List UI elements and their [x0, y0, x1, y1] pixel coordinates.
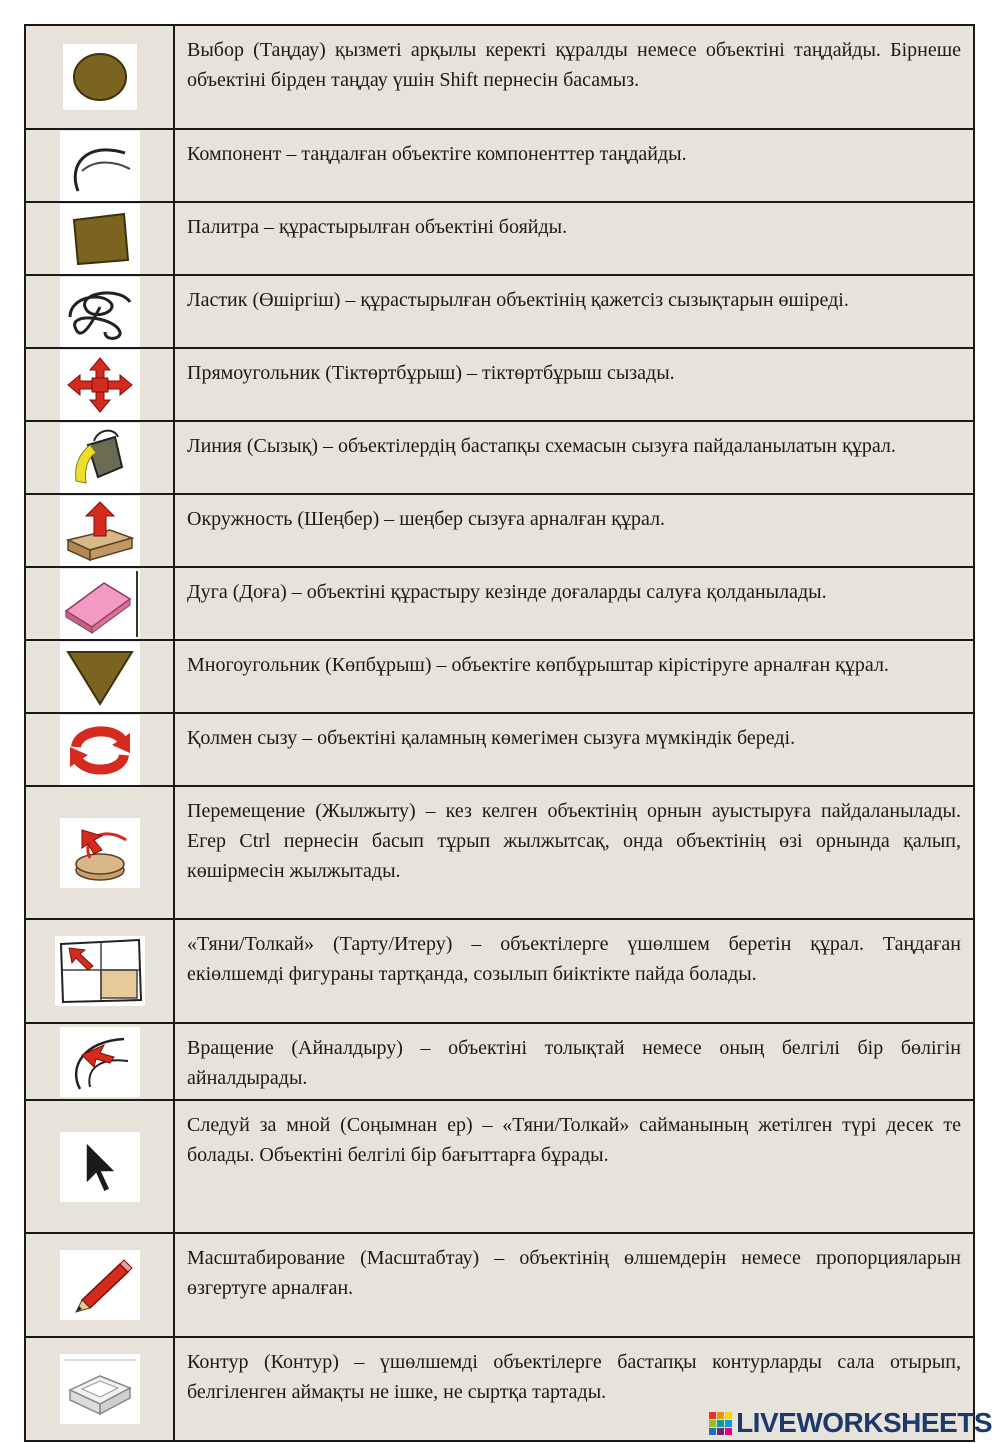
logo-grid-icon	[709, 1412, 732, 1435]
table-row	[25, 348, 974, 421]
table-row	[25, 421, 974, 494]
table-row	[25, 275, 974, 348]
table-row	[25, 640, 974, 713]
paint-bucket-icon	[60, 423, 140, 493]
scale-box-icon	[55, 936, 145, 1006]
tool-description: Перемещение (Жылжыту) – кез келген объектінің орнын ауыстыруға пайдаланылады. Егер Ctrl пернесін басып тұрып жылжытсақ, онда объектінің өзі орнында қалып, көшірмесін жылжытады.	[174, 786, 974, 919]
table-row	[25, 129, 974, 202]
table-row	[25, 919, 974, 1023]
table-row	[25, 786, 974, 919]
follow-me-icon	[60, 818, 140, 888]
tool-description: Масштабирование (Масштабтау) – объектінің өлшемдерін немесе пропорцияларын өзгертуге арналған.	[174, 1233, 974, 1337]
tool-description: Ластик (Өшіргіш) – құрастырылған объектінің қажетсіз сызықтарын өшіреді.	[174, 275, 974, 348]
tool-description: Компонент – таңдалған объектіге компоненттер таңдайды.	[174, 129, 974, 202]
rotate-arc-icon	[60, 1027, 140, 1097]
push-pull-icon	[60, 496, 140, 566]
scribble-eraser-icon	[60, 277, 140, 347]
arc-component-icon	[60, 131, 140, 201]
table-row	[25, 202, 974, 275]
table-row	[25, 1233, 974, 1337]
tool-description: Выбор (Таңдау) қызметі арқылы керекті құралды немесе объектіні таңдайды. Бірнеше объектіні бірден таңдау үшін Shift пернесін басамыз.	[174, 25, 974, 129]
table-row	[25, 567, 974, 640]
tool-description: Окружность (Шеңбер) – шеңбер сызуға арналған құрал.	[174, 494, 974, 567]
tool-description: Контур (Контур) – үшөлшемді объектілерге бастапқы контурларды сала отырып, белгіленген аймақты не ішке, не сыртқа тартады.	[174, 1337, 974, 1441]
table-row	[25, 1023, 974, 1100]
pencil-icon	[60, 1250, 140, 1320]
tool-description: Линия (Сызық) – объектілердің бастапқы схемасын сызуға пайдаланылатын құрал.	[174, 421, 974, 494]
triangle-polygon-icon	[60, 642, 140, 712]
circle-select-icon	[63, 44, 137, 110]
tool-description: «Тяни/Толкай» (Тарту/Итеру) – объектілерге үшөлшем беретін құрал. Таңдаған екіөлшемді фигураны тартқанда, созылып биіктікте пайда болады.	[174, 919, 974, 1023]
table-row	[25, 1100, 974, 1233]
tool-description: Палитра – құрастырылған объектіні бояйды.	[174, 202, 974, 275]
square-palette-icon	[60, 204, 140, 274]
table-row	[25, 713, 974, 786]
table-row	[25, 494, 974, 567]
tool-description: Следуй за мной (Соңымнан ер) – «Тяни/Толкай» сайманының жетілген түрі десек те болады. Объектіні белгілі бір бағыттарға бұрады.	[174, 1100, 974, 1233]
tool-description: Прямоугольник (Тіктөртбұрыш) – тіктөртбұрыш сызады.	[174, 348, 974, 421]
tool-description: Многоугольник (Көпбұрыш) – объектіге көпбұрыштар кірістіруге арналған құрал.	[174, 640, 974, 713]
eraser-icon	[60, 569, 140, 639]
table-row	[25, 25, 974, 129]
brand-text: LIVEWORKSHEETS	[736, 1407, 992, 1438]
red-arrows-icon	[60, 350, 140, 420]
tool-description: Қолмен сызу – объектіні қаламның көмегімен сызуға мүмкіндік береді.	[174, 713, 974, 786]
rotate-arrows-icon	[60, 715, 140, 785]
tool-description: Дуга (Доға) – объектіні құрастыру кезінде доғаларды салуға қолданылады.	[174, 567, 974, 640]
cursor-arrow-icon	[60, 1132, 140, 1202]
liveworksheets-logo	[709, 1407, 992, 1439]
offset-box-icon	[60, 1354, 140, 1424]
tool-description: Вращение (Айналдыру) – объектіні толықтай немесе оның белгілі бір бөлігін айналдырады.	[174, 1023, 974, 1100]
tools-table	[24, 24, 975, 1442]
